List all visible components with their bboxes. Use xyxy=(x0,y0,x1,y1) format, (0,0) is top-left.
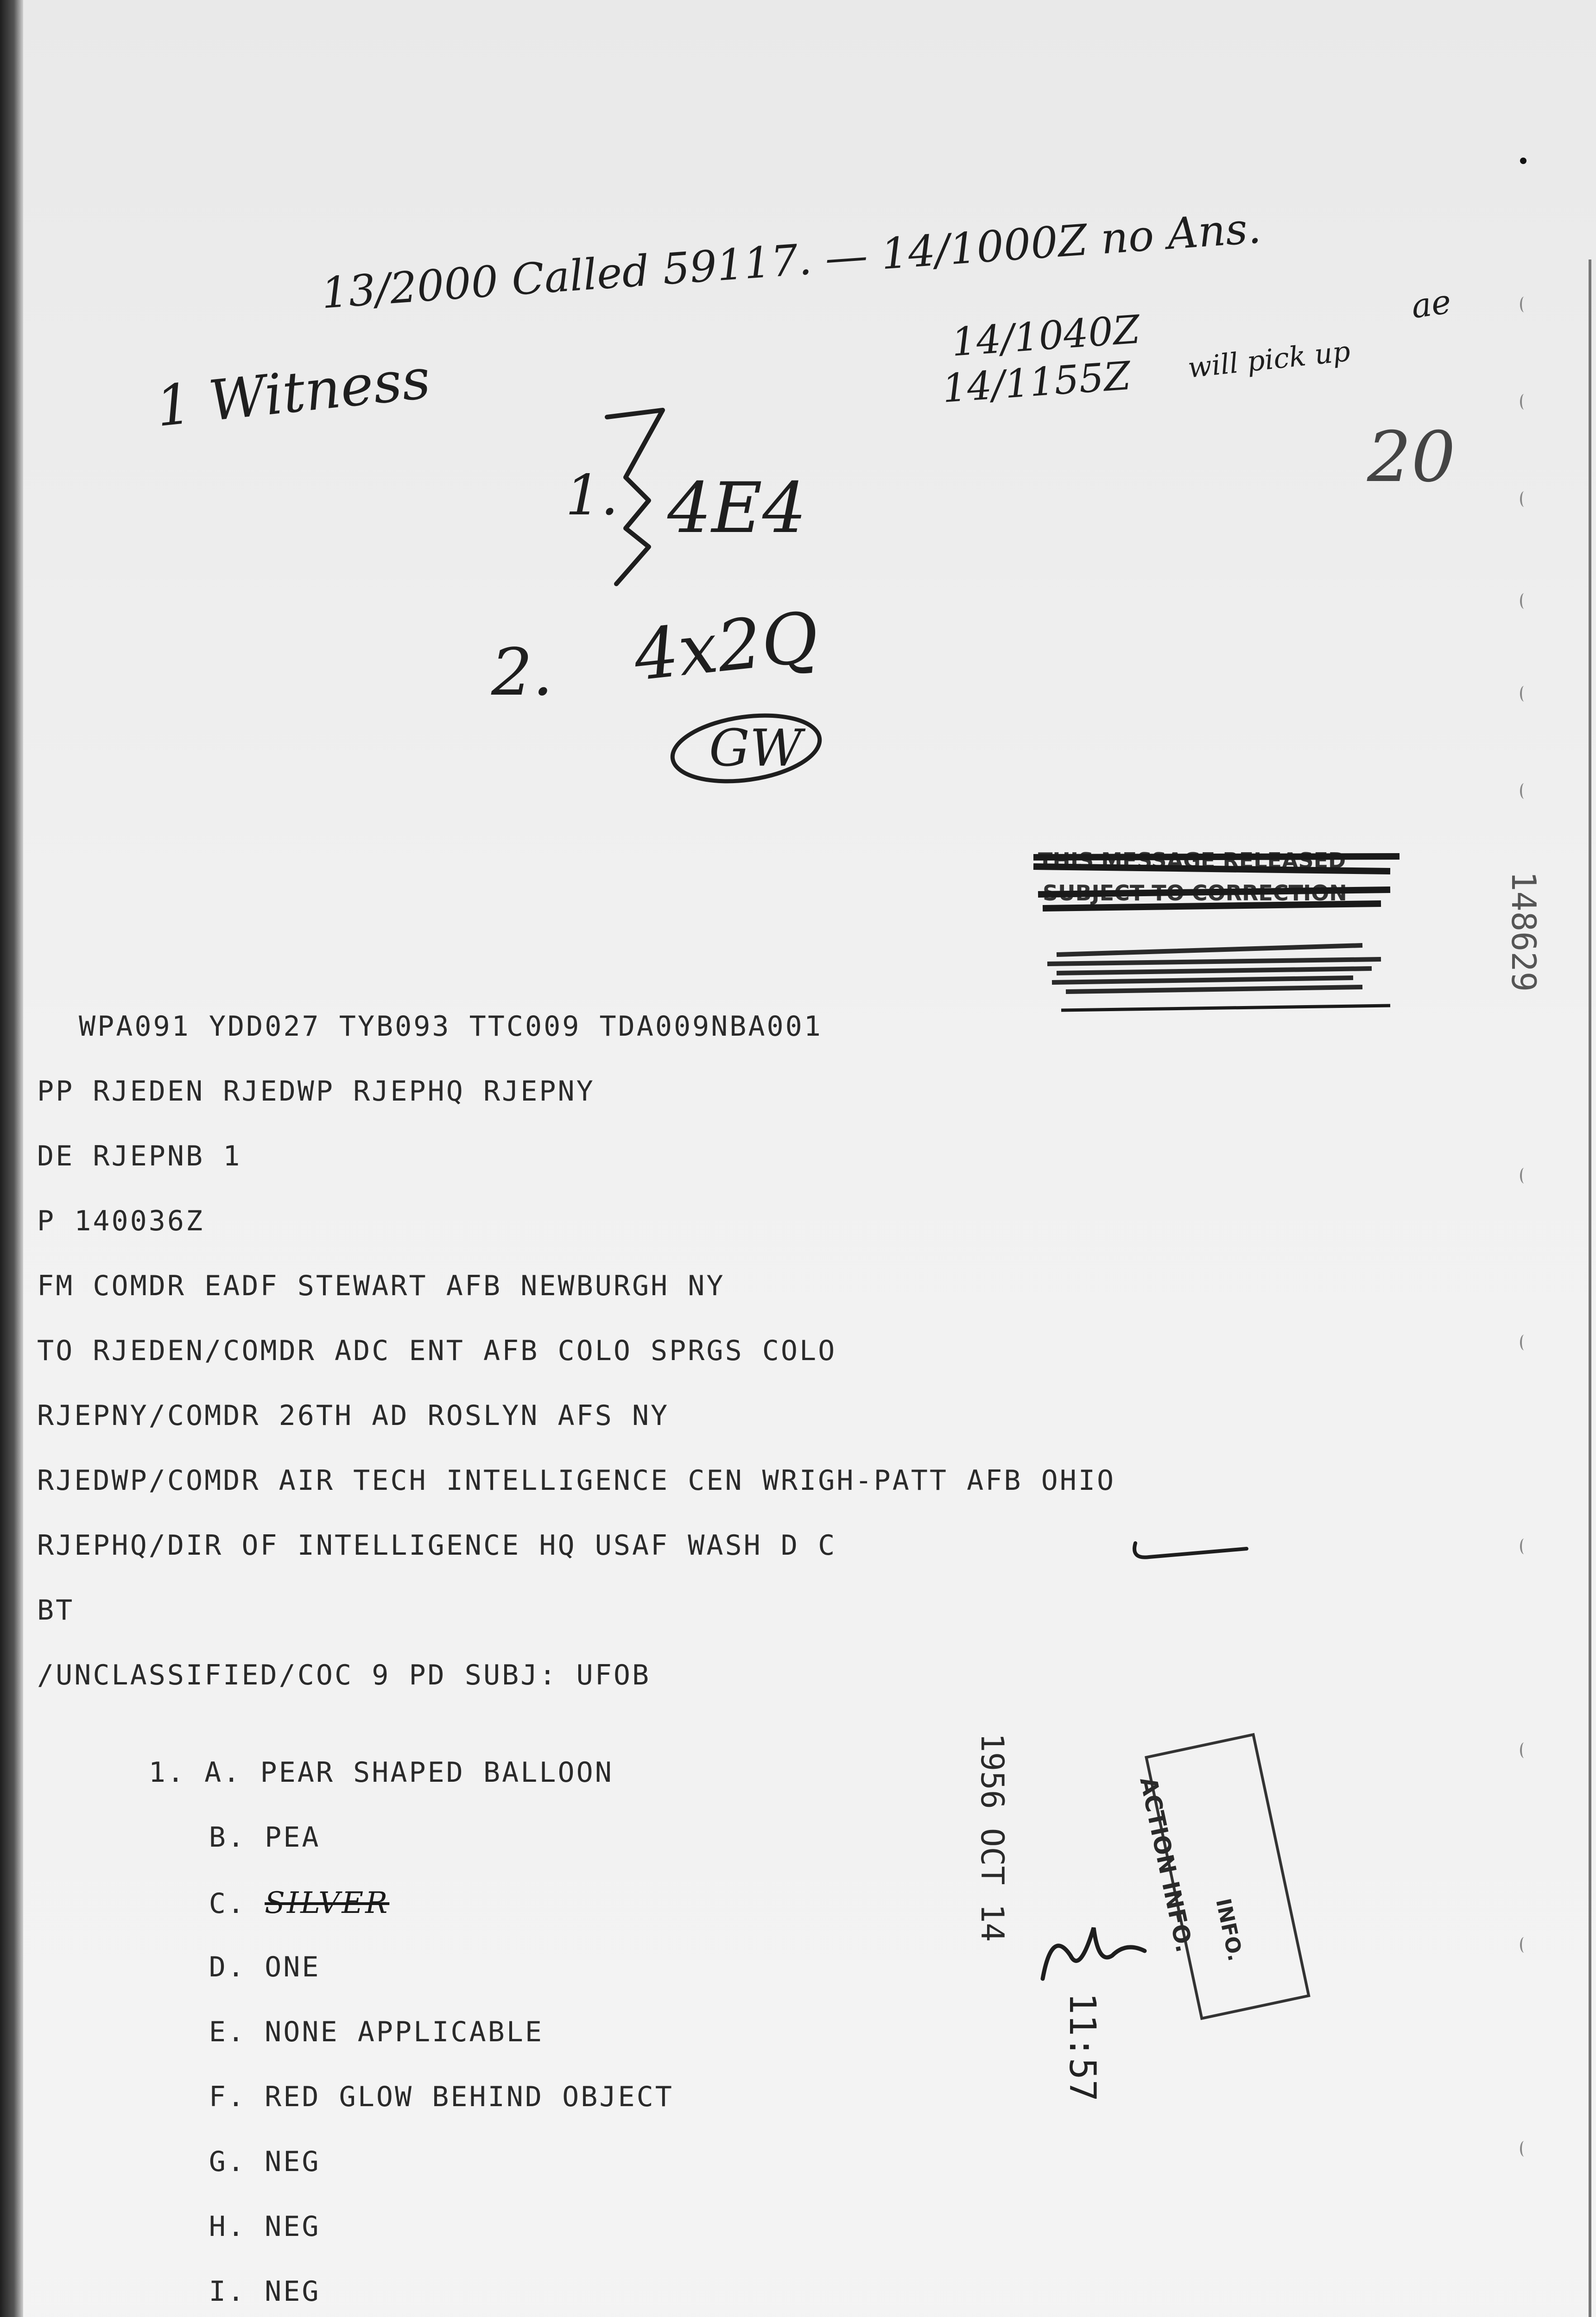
binding-mark xyxy=(1520,1168,1528,1184)
item-text: NONE APPLICABLE xyxy=(265,2016,544,2048)
scan-right-edge xyxy=(1589,260,1591,2317)
handwritten-mark-2: 2. xyxy=(491,635,553,710)
binding-mark xyxy=(1520,1335,1528,1350)
item-label: B. xyxy=(209,1821,246,1854)
handwritten-witness: 1 Witness xyxy=(153,346,434,440)
item-text: SILVER xyxy=(265,1886,390,1920)
action-info-stamp-box xyxy=(1134,1733,1311,2020)
de-line: DE RJEPNB 1 xyxy=(37,1140,242,1172)
item-text: ONE xyxy=(265,1951,321,1983)
handwritten-will-pick-up: will pick up xyxy=(1186,335,1352,385)
released-stamp xyxy=(1029,843,1409,1066)
item-text: NEG xyxy=(265,2275,321,2308)
received-date-stamp: 1956 OCT 14 xyxy=(974,1733,1010,1942)
to-line-3: RJEDWP/COMDR AIR TECH INTELLIGENCE CEN WRIGH-PATT AFB OHIO xyxy=(37,1464,1116,1497)
action-info-sub-label: INFO. xyxy=(1211,1896,1248,1963)
handwritten-mark-1: 1. xyxy=(565,463,619,528)
dtg-line: P 140036Z xyxy=(37,1205,205,1237)
item-label: H. xyxy=(209,2210,246,2243)
action-info-label: ACTION INFO. xyxy=(1134,1774,1198,1955)
item-label: C. xyxy=(209,1887,246,1920)
handwritten-code-4e4: 4E4 xyxy=(667,468,807,549)
binding-mark xyxy=(1520,2141,1528,2157)
item-label: 1. A. xyxy=(148,1756,242,1789)
handwritten-check-mark xyxy=(1131,1538,1251,1566)
handwritten-receipt-initials xyxy=(1033,1900,1154,1993)
routing-header: WPA091 YDD027 TYB093 TTC009 TDA009NBA001 xyxy=(79,1010,823,1043)
handwritten-code-4x2q: 4x2Q xyxy=(630,597,823,697)
document-serial-number: 148629 xyxy=(1504,871,1543,992)
to-line-2: RJEPNY/COMDR 26TH AD ROSLYN AFS NY xyxy=(37,1399,670,1432)
item-label: F. xyxy=(209,2081,246,2113)
subject-line: /UNCLASSIFIED/COC 9 PD SUBJ: UFOB xyxy=(37,1659,651,1691)
from-line: FM COMDR EADF STEWART AFB NEWBURGH NY xyxy=(37,1270,725,1302)
priority-line: PP RJEDEN RJEDWP RJEPHQ RJEPNY xyxy=(37,1075,595,1108)
item-text: RED GLOW BEHIND OBJECT xyxy=(265,2081,674,2113)
stamp-released-line-1: THIS MESSAGE RELEASED xyxy=(1038,848,1346,873)
item-label: G. xyxy=(209,2146,246,2178)
list-item xyxy=(97,2243,321,2317)
item-text: NEG xyxy=(265,2146,321,2178)
binding-mark xyxy=(1520,686,1528,702)
item-label: D. xyxy=(209,1951,246,1983)
handwritten-time-3: 14/1155Z xyxy=(941,353,1133,411)
handwritten-time-2: 14/1040Z xyxy=(950,306,1142,365)
handwritten-page-number: 20 xyxy=(1367,417,1456,498)
binding-mark xyxy=(1520,297,1528,312)
binding-mark xyxy=(1520,783,1528,799)
scan-left-edge xyxy=(0,0,23,2317)
scribble-redaction xyxy=(1029,843,1409,1066)
item-text: PEA xyxy=(265,1821,321,1854)
binding-mark xyxy=(1520,1937,1528,1953)
item-label: I. xyxy=(209,2275,246,2308)
stamp-released-line-2: SUBJECT TO CORRECTION xyxy=(1043,880,1347,905)
item-label: E. xyxy=(209,2016,246,2048)
handwritten-circled-initials: GW xyxy=(709,718,802,778)
binding-mark xyxy=(1520,593,1528,609)
bt-line: BT xyxy=(37,1594,75,1627)
received-time-stamp: 11:57 xyxy=(1061,1993,1103,2102)
binding-mark xyxy=(1520,394,1528,410)
to-line-1: TO RJEDEN/COMDR ADC ENT AFB COLO SPRGS COLO xyxy=(37,1335,837,1367)
handwritten-call-log: 13/2000 Called 59117. — 14/1000Z no Ans. xyxy=(320,203,1263,318)
item-text: PEAR SHAPED BALLOON xyxy=(260,1756,614,1789)
binding-mark xyxy=(1520,1742,1528,1758)
speck xyxy=(1520,158,1526,164)
to-line-4: RJEPHQ/DIR OF INTELLIGENCE HQ USAF WASH D C xyxy=(37,1529,837,1562)
item-text: NEG xyxy=(265,2210,321,2243)
binding-mark xyxy=(1520,491,1528,507)
binding-mark xyxy=(1520,1538,1528,1554)
handwritten-initials: ae xyxy=(1409,282,1454,326)
